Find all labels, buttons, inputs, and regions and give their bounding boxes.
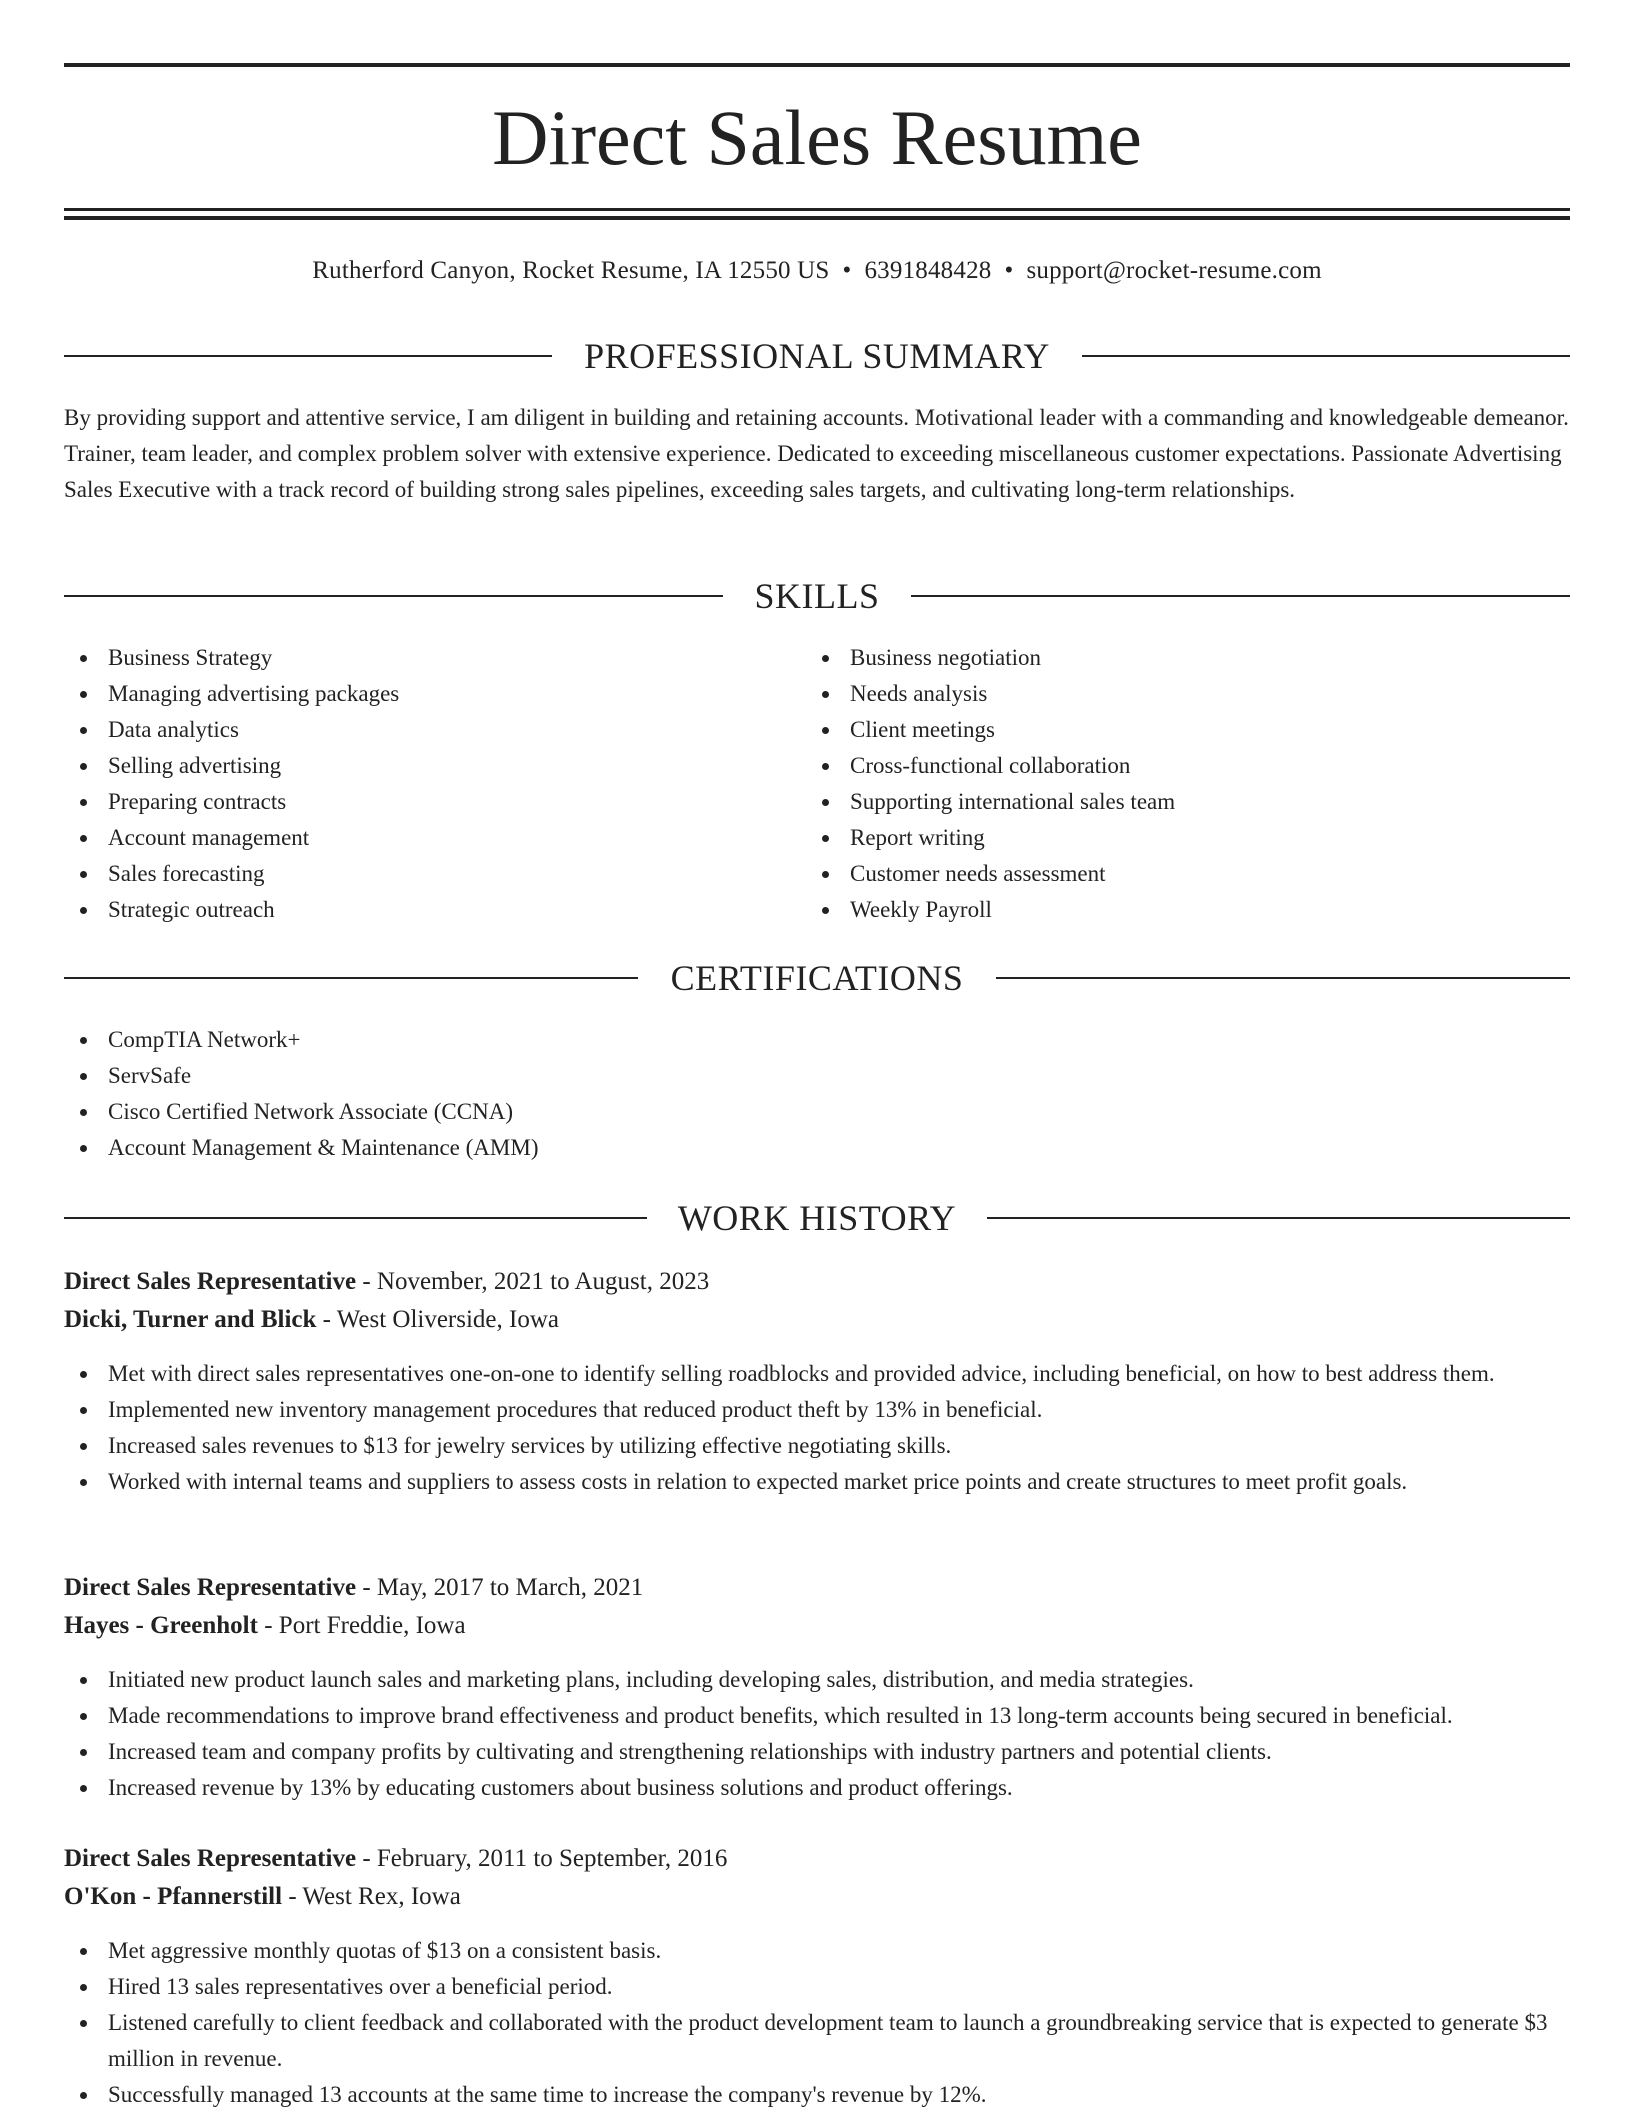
job-bullets bbox=[64, 1662, 1570, 1806]
list-item: Client meetings bbox=[806, 712, 1566, 748]
section-title-work-history: WORK HISTORY bbox=[677, 1198, 957, 1238]
list-item: Account management bbox=[64, 820, 804, 856]
list-item: Weekly Payroll bbox=[806, 892, 1566, 928]
list-item: Made recommendations to improve brand effectiveness and product benefits, which resulted in 13 long-term accounts being secured in beneficial. bbox=[64, 1698, 1570, 1734]
list-item: Sales forecasting bbox=[64, 856, 804, 892]
list-item: Listened carefully to client feedback and collaborated with the product development team to launch a groundbreaking service that is expected to generate $3 million in revenue. bbox=[64, 2005, 1570, 2077]
list-item: Supporting international sales team bbox=[806, 784, 1566, 820]
job-location: - Port Freddie, Iowa bbox=[257, 1612, 466, 1639]
contact-address: Rutherford Canyon, Rocket Resume, IA 12550 US bbox=[312, 257, 830, 284]
list-item: Cross-functional collaboration bbox=[806, 748, 1566, 784]
list-item: Report writing bbox=[806, 820, 1566, 856]
list-item: Data analytics bbox=[64, 712, 804, 748]
job-company-line bbox=[64, 1878, 1570, 1916]
section-header-summary bbox=[64, 334, 1570, 378]
job-title-line bbox=[64, 1569, 1570, 1607]
contact-phone: 6391848428 bbox=[864, 257, 992, 284]
section-header-certifications bbox=[64, 956, 1570, 1000]
job-company: Dicki, Turner and Blick bbox=[64, 1306, 317, 1333]
contact-separator: • bbox=[1004, 257, 1014, 284]
list-item: CompTIA Network+ bbox=[64, 1022, 1570, 1058]
job-dates: - February, 2011 to September, 2016 bbox=[356, 1845, 728, 1872]
list-item: Met aggressive monthly quotas of $13 on a consistent basis. bbox=[64, 1933, 1570, 1969]
skills-list-left bbox=[64, 640, 804, 928]
list-item: Increased team and company profits by cultivating and strengthening relationships with industry partners and potential clients. bbox=[64, 1734, 1570, 1770]
section-title-certifications: CERTIFICATIONS bbox=[670, 958, 964, 998]
header-double-rule-top bbox=[64, 208, 1570, 211]
job-dates: - May, 2017 to March, 2021 bbox=[356, 1574, 644, 1601]
job-location: - West Oliverside, Iowa bbox=[316, 1306, 560, 1333]
list-item: Cisco Certified Network Associate (CCNA) bbox=[64, 1094, 1570, 1130]
list-item: Increased revenue by 13% by educating customers about business solutions and product offerings. bbox=[64, 1770, 1570, 1806]
section-title-summary: PROFESSIONAL SUMMARY bbox=[584, 336, 1050, 376]
section-header-skills bbox=[64, 574, 1570, 618]
list-item: Worked with internal teams and suppliers to assess costs in relation to expected market price points and create structures to meet profit goals. bbox=[64, 1464, 1570, 1500]
list-item: Increased sales revenues to $13 for jewelry services by utilizing effective negotiating skills. bbox=[64, 1428, 1570, 1464]
list-item: Customer needs assessment bbox=[806, 856, 1566, 892]
job-title-line bbox=[64, 1263, 1570, 1301]
list-item: Business negotiation bbox=[806, 640, 1566, 676]
list-item: Met with direct sales representatives one-on-one to identify selling roadblocks and provided advice, including beneficial, on how to best address them. bbox=[64, 1356, 1570, 1392]
skills-list-right bbox=[806, 640, 1566, 928]
header-double-rule-bottom bbox=[64, 216, 1570, 220]
list-item: Hired 13 sales representatives over a beneficial period. bbox=[64, 1969, 1570, 2005]
contact-separator: • bbox=[842, 257, 852, 284]
job-location: - West Rex, Iowa bbox=[282, 1883, 461, 1910]
summary-text: By providing support and attentive service, I am diligent in building and retaining accounts. Motivational leader with a commanding and knowledgeable demeanor. Trainer, team leader, and complex problem solver with extensive experience. Dedicated to exceeding miscellaneous customer expectations. Passionate Advertising Sales Executive with a track record of building strong sales pipelines, exceeding sales targets, and cultivating long-term relationships. bbox=[64, 405, 1569, 502]
section-header-work-history bbox=[64, 1196, 1570, 1240]
job-bullets bbox=[64, 1933, 1570, 2113]
list-item: Business Strategy bbox=[64, 640, 804, 676]
list-item: Account Management & Maintenance (AMM) bbox=[64, 1130, 1570, 1166]
job-company: Hayes - Greenholt bbox=[64, 1612, 258, 1639]
job-title: Direct Sales Representative bbox=[64, 1268, 357, 1295]
job-bullets bbox=[64, 1356, 1570, 1500]
header-top-rule bbox=[64, 63, 1570, 67]
section-title-skills: SKILLS bbox=[754, 576, 880, 616]
list-item: Successfully managed 13 accounts at the same time to increase the company's revenue by 12%. bbox=[64, 2077, 1570, 2113]
list-item: Preparing contracts bbox=[64, 784, 804, 820]
list-item: Implemented new inventory management procedures that reduced product theft by 13% in beneficial. bbox=[64, 1392, 1570, 1428]
resume-title: Direct Sales Resume bbox=[492, 94, 1142, 181]
job-company-line bbox=[64, 1607, 1570, 1645]
list-item: Strategic outreach bbox=[64, 892, 804, 928]
list-item: Needs analysis bbox=[806, 676, 1566, 712]
job-dates: - November, 2021 to August, 2023 bbox=[356, 1268, 710, 1295]
certifications-list bbox=[64, 1022, 1570, 1166]
job-title: Direct Sales Representative bbox=[64, 1574, 357, 1601]
list-item: Managing advertising packages bbox=[64, 676, 804, 712]
list-item: ServSafe bbox=[64, 1058, 1570, 1094]
list-item: Initiated new product launch sales and marketing plans, including developing sales, distribution, and media strategies. bbox=[64, 1662, 1570, 1698]
job-title-line bbox=[64, 1840, 1570, 1878]
job-company-line bbox=[64, 1301, 1570, 1339]
job-company: O'Kon - Pfannerstill bbox=[64, 1883, 283, 1910]
list-item: Selling advertising bbox=[64, 748, 804, 784]
contact-line bbox=[64, 253, 1570, 289]
job-title: Direct Sales Representative bbox=[64, 1845, 357, 1872]
contact-email: support@rocket-resume.com bbox=[1026, 257, 1322, 284]
